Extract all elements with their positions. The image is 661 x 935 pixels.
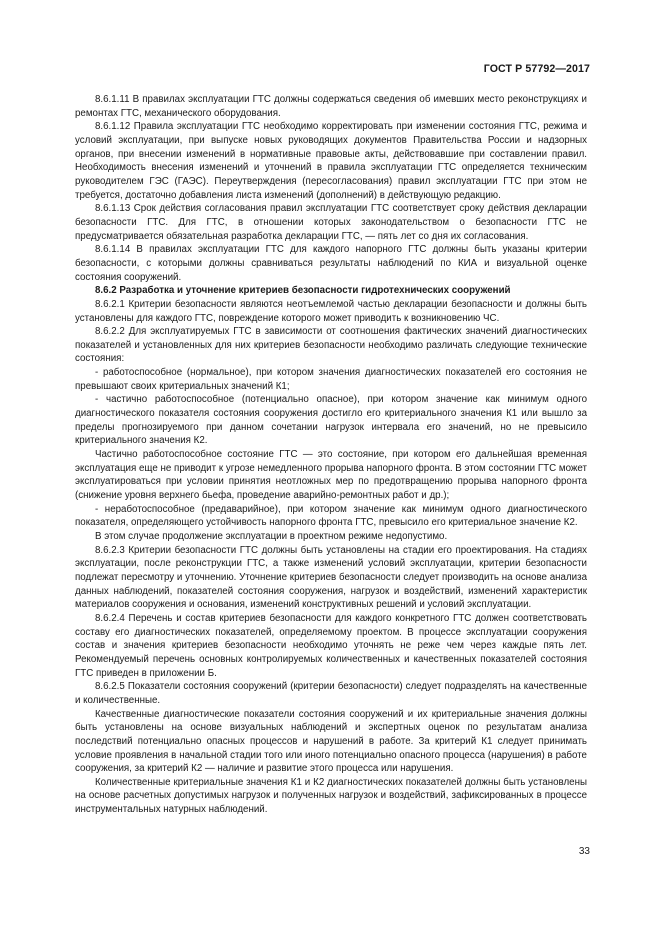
paragraph: Количественные критериальные значения К1 и К2 диагностических показателей должны быть установлены на основе расчетных допустимых нагрузок и полученных нагрузок и воздействий, зафиксированных в процессе инструментальных натурных наблюдений.	[75, 776, 587, 816]
paragraph: В этом случае продолжение эксплуатации в проектном режиме недопустимо.	[95, 531, 448, 542]
paragraph: 8.6.2.3 Критерии безопасности ГТС должны быть установлены на стадии его проектирования. На стадиях эксплуатации, после реконструкции ГТС, а также изменений условий эксплуатации, критерии безопасности подлежат пересмотру и уточнению. Уточнение критериев безопасности следует производить на основе анализа данных наблюдений, показателей состояния сооружения, нагрузок и воздействий, изменений характеристик материалов сооружения и основания, изменений конструктивных решений и условий эксплуатации.	[75, 544, 587, 611]
page-number: 33	[578, 846, 590, 857]
paragraph: 8.6.2.1 Критерии безопасности являются неотъемлемой частью декларации безопасности и должны быть установлены для каждого ГТС, повреждение которого может приводить к возникновению ЧС.	[75, 298, 587, 324]
list-item: - работоспособное (нормальное), при котором значения диагностических показателей его состояния не превышают своих критериальных значений К1;	[75, 367, 587, 392]
paragraph: Частично работоспособное состояние ГТС — это состояние, при котором его дальнейшая временная эксплуатация еще не приводит к угрозе немедленного прорыва напорного фронта. В этом состоянии ГТС может эксплуатироваться при условии принятия неотложных мер по предотвращению прорыва напорного фронта (снижение уровня верхнего бьефа, проведение аварийно-ремонтных работ и др.);	[75, 449, 587, 502]
list-item: - неработоспособное (предаварийное), при котором значение как минимум одного диагностического показателя, определяющего устойчивость напорного фронта ГТС, превысило его критериальное значение К2.	[75, 503, 587, 529]
paragraph: 8.6.1.13 Срок действия согласования правил эксплуатации ГТС соответствует сроку действия декларации безопасности ГТС. Для ГТС, в отношении которых законодательством о безопасности ГТС не предусматривается обязательная разработка декларации ГТС, — пять лет со дня их согласования.	[75, 203, 587, 242]
paragraph: 8.6.2.5 Показатели состояния сооружений (критерии безопасности) следует подразделять на качественные и количественные.	[75, 681, 587, 706]
paragraph: 8.6.1.12 Правила эксплуатации ГТС необходимо корректировать при изменении состояния ГТС, режима и условий эксплуатации, при выпуске новых руководящих документов Правительства России и надзорных органов, при внесении изменений в нормативные правовые акты, действовавшие при составлении правил. Необходимость внесения изменений и уточнений в правила эксплуатации ГТС определяется техническим руководителем ГЭС (ГАЭС). Переутверждения (пересогласования) правил эксплуатации ГТС при этом не требуется, достаточно добавления листа изменений (дополнений) в действующую редакцию.	[75, 121, 587, 201]
paragraph: Качественные диагностические показатели состояния сооружений и их критериальные значения должны быть установлены на основе визуальных наблюдений и экспертных оценок по результатам анализа последствий потенциально опасных процессов и нарушений в работе. За критерий К1 следует принимать условие проявления в начальной стадии того или иного потенциально опасного процесса (нарушения) в работе сооружения, за критерий К2 — наличие и развитие этого процесса или нарушения.	[75, 708, 587, 775]
paragraph: 8.6.2.2 Для эксплуатируемых ГТС в зависимости от соотношения фактических значений диагностических показателей и установленных для них критериев безопасности необходимо различать следующие технические состояния:	[75, 326, 587, 365]
document-body	[75, 93, 587, 817]
paragraph: 8.6.1.14 В правилах эксплуатации ГТС для каждого напорного ГТС должны быть указаны критерии безопасности, с которыми должны сравниваться результаты наблюдений по КИА и визуальной оценке состояния сооружений.	[75, 244, 587, 283]
paragraph: 8.6.2.4 Перечень и состав критериев безопасности для каждого конкретного ГТС должен соответствовать составу его диагностических показателей, определяемому проектом. В процессе эксплуатации сооружения состав и значения критериев безопасности необходимо уточнять не реже чем через каждые пять лет. Рекомендуемый перечень основных контролируемых количественных и качественных показателей состояния ГТС приведен в приложении Б.	[75, 612, 587, 679]
document-code: ГОСТ Р 57792—2017	[483, 63, 590, 75]
paragraph: 8.6.1.11 В правилах эксплуатации ГТС должны содержаться сведения об имевших место реконструкциях и ремонтах ГТС, механического оборудования.	[75, 94, 587, 119]
list-item: - частично работоспособное (потенциально опасное), при котором значение как минимум одного диагностического показателя состояния сооружения достигло его критериального значения К1 или вышло за пределы прогнозируемого при данном сочетании нагрузок интервала его значений, но не превысило критериального значения К2.	[75, 394, 587, 447]
section-heading: 8.6.2 Разработка и уточнение критериев безопасности гидротехнических сооружений	[95, 285, 511, 297]
